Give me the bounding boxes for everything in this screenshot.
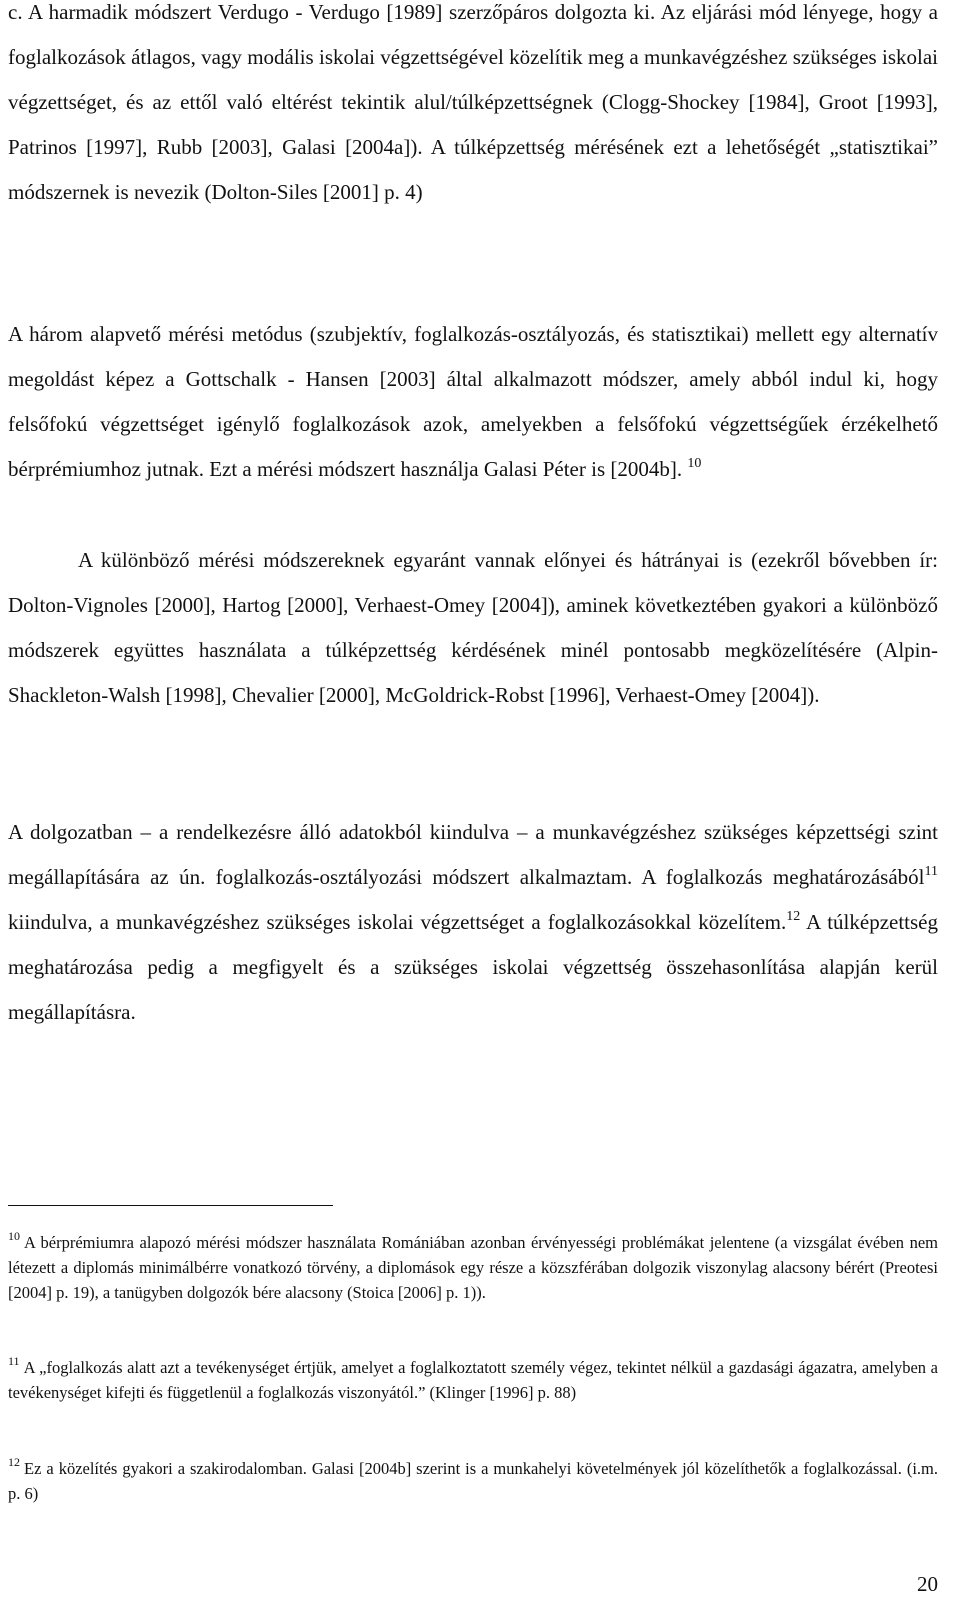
paragraph-text-b: kiindulva, a munkavégzéshez szükséges iskolai végzettséget a foglalkozásokkal közelítem. [8, 910, 787, 934]
footnote-ref-11[interactable]: 11 [924, 864, 938, 879]
footnote-11 [8, 1355, 938, 1405]
footnote-ref-10[interactable]: 10 [687, 456, 702, 471]
footnote-ref-12[interactable]: 12 [786, 909, 801, 924]
paragraph-text-a: A dolgozatban – a rendelkezésre álló adatokból kiindulva – a munkavégzéshez szükséges képzettségi szint megállapítására az ún. foglalkozás-osztályozási módszert alkalmaztam. A foglalkozás meghatározásából [8, 820, 938, 889]
footnote-number: 10 [8, 1229, 20, 1243]
page-number: 20 [917, 1572, 938, 1596]
paragraph-verdugo-method: c. A harmadik módszert Verdugo - Verdugo [1989] szerzőpáros dolgozta ki. Az eljárási mód lényege, hogy a foglalkozások átlagos, vagy modális iskolai végzettségével közelítik meg a munkavégzéshez szükséges iskolai végzettséget, és az ettől való eltérést tekintik alul/túlképzettségnek (Clogg-Shockey [1984], Groot [1993], Patrinos [1997], Rubb [2003], Galasi [2004a]). A túlképzettség mérésének ezt a lehetőségét „statisztikai” módszernek is nevezik (Dolton-Siles [2001] p. 4) [8, 0, 938, 204]
footnote-12 [8, 1456, 938, 1506]
paragraph-text: A három alapvető mérési metódus (szubjektív, foglalkozás-osztályozás, és statisztikai) mellett egy alternatív megoldást képez a Gottschalk - Hansen [2003] által alkalmazott módszer, amely abból indul ki, hogy felsőfokú végzettséget igénylő foglalkozások azok, amelyekben a felsőfokú végzettségűek érzékelhető bérprémiumhoz jutnak. Ezt a mérési módszert használja Galasi Péter is [2004b]. [8, 322, 938, 481]
footnote-10 [8, 1230, 938, 1305]
paragraph-text-c: A túlképzettség meghatározása pedig a megfigyelt és a szükséges iskolai végzettség összehasonlítása alapján kerül megállapításra. [8, 910, 938, 1024]
paragraph-gottschalk-hansen-method [8, 312, 938, 492]
footnote-number: 12 [8, 1455, 20, 1469]
footnote-text: A bérprémiumra alapozó mérési módszer használata Romániában azonban érvényességi problémákat jelentene (a vizsgálat évében nem létezett a diplomás minimálbérre vonatkozó törvény, a diplomások egy része a közszférában dolgozik viszonylag alacsony bérért (Preotesi [2004] p. 19), a tanügyben dolgozók bére alacsony (Stoica [2006] p. 1)). [8, 1233, 938, 1302]
footnote-text: Ez a közelítés gyakori a szakirodalomban. Galasi [2004b] szerint is a munkahelyi követelmények jól közelíthetők a foglalkozással. (i.m. p. 6) [8, 1459, 938, 1503]
paragraph-methods-comparison: A különböző mérési módszereknek egyaránt vannak előnyei és hátrányai is (ezekről bővebben ír: Dolton-Vignoles [2000], Hartog [2000], Verhaest-Omey [2004]), aminek következtében gyakori a különböző módszerek együttes használata a túlképzettség kérdésének minél pontosabb megközelítésére (Alpin-Shackleton-Walsh [1998], Chevalier [2000], McGoldrick-Robst [1996], Verhaest-Omey [2004]). [8, 548, 938, 707]
footnote-separator [8, 1205, 333, 1206]
paragraph-dissertation-method [8, 810, 938, 1035]
footnote-number: 11 [8, 1354, 20, 1368]
footnote-text: A „foglalkozás alatt azt a tevékenységet értjük, amelyet a foglalkoztatott személy végez, tekintet nélkül a gazdasági ágazatra, amelyben a tevékenységet kifejti és függetlenül a foglalkozás viszonyától.” (Klinger [1996] p. 88) [8, 1358, 938, 1402]
